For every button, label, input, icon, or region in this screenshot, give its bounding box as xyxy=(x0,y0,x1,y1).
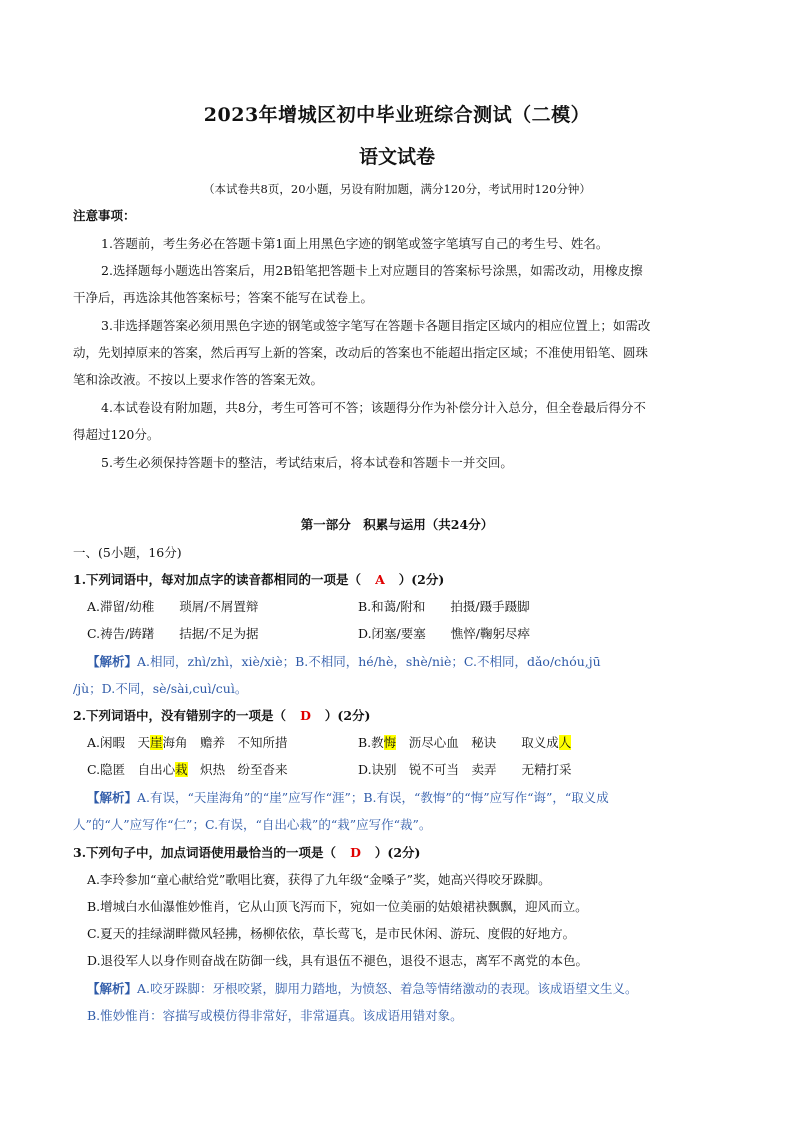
part-heading: 第一部分 积累与运用（共24分） xyxy=(300,517,494,532)
analysis-text: A.有误，“天崖海角”的“崖”应写作“涯”；B.有误，“教悔”的“悔”应写作“诲”，“取义成 xyxy=(137,790,609,805)
option-c: C.夏天的挂绿湖畔微风轻拂，杨柳依依，草长莺飞，是市民休闲、游玩、度假的好地方。 xyxy=(87,926,576,941)
option-text: 炽热 纷至沓来 xyxy=(187,762,288,777)
question-3-stem xyxy=(73,845,420,861)
notice-line: 1.答题前，考生务必在答题卡第1面上用黑色字迹的钢笔或签字笔填写自己的考生号、姓名。 xyxy=(101,236,609,251)
analysis-tag: 【解析】 xyxy=(87,981,138,996)
answer-letter: D xyxy=(350,845,361,860)
notice-line: 动，先划掉原来的答案，然后再写上新的答案，改动后的答案也不能超出指定区域；不准使用铅笔、圆珠 xyxy=(73,345,649,360)
option-text: C.隐匿 自出心 xyxy=(87,762,176,777)
option-text: 海角 赡养 不知所措 xyxy=(162,735,288,750)
analysis-text: A.相同，zhì/zhì，xiè/xiè；B.不相同，hé/hè，shè/niè；C.不相同，dǎo/chóu,jū xyxy=(137,654,601,669)
analysis-1-cont: /jù；D.不同，sè/sài,cuì/cuì。 xyxy=(73,681,248,696)
notice-line: 干净后，再选涂其他答案标号；答案不能写在试卷上。 xyxy=(73,290,374,305)
stem-text: 3.下列句子中，加点词语使用最恰当的一项是（ xyxy=(73,845,337,860)
option-a: A.滞留/幼稚 琐屑/不屑置辩 xyxy=(87,599,259,614)
notice-line: 3.非选择题答案必须用黑色字迹的钢笔或签字笔写在答题卡各题目指定区域内的相应位置上；如需改 xyxy=(101,318,651,333)
option-c: C.祷告/踌躇 拮据/不足为据 xyxy=(87,626,259,641)
analysis-tag: 【解析】 xyxy=(87,654,138,669)
notice-line: 2.选择题每小题选出答案后，用2B铅笔把答题卡上对应题目的答案标号涂黑，如需改动，用橡皮擦 xyxy=(101,263,643,278)
option-text: B.教 xyxy=(358,735,384,750)
stem-points: ）(2分) xyxy=(398,572,445,587)
question-1-stem xyxy=(73,572,444,588)
question-2-stem xyxy=(73,708,370,724)
notice-line: 5.考生必须保持答题卡的整洁，考试结束后，将本试卷和答题卡一并交回。 xyxy=(101,455,513,470)
analysis-2 xyxy=(87,790,609,806)
section-heading: 一、(5小题，16分) xyxy=(73,545,182,560)
analysis-2-cont: 人”的“人”应写作“仁”；C.有误，“自出心栽”的“栽”应写作“裁”。 xyxy=(73,817,432,832)
analysis-3 xyxy=(87,981,638,997)
option-text: 沥尽心血 秘诀 取义成 xyxy=(396,735,559,750)
analysis-3-cont: B.惟妙惟肖：容描写或模仿得非常好，非常逼真。该成语用错对象。 xyxy=(87,1008,463,1023)
exam-title: 2023年增城区初中毕业班综合测试（二模） xyxy=(203,104,591,126)
analysis-text: A.咬牙跺脚：牙根咬紧，脚用力踏地，为愤怒、着急等情绪激动的表现。该成语望文生义。 xyxy=(137,981,638,996)
notice-heading: 注意事项： xyxy=(73,208,136,223)
stem-points: ）(2分) xyxy=(324,708,371,723)
notice-line: 得超过120分。 xyxy=(73,427,160,442)
highlighted-char: 栽 xyxy=(175,762,188,777)
stem-text: 1.下列词语中，每对加点字的读音都相同的一项是（ xyxy=(73,572,362,587)
highlighted-char: 悔 xyxy=(383,735,397,750)
highlighted-char: 崖 xyxy=(150,735,163,750)
option-a xyxy=(87,735,288,751)
notice-line: 4.本试卷设有附加题，共8分，考生可答可不答；该题得分作为补偿分计入总分，但全卷最后得分不 xyxy=(101,400,646,415)
option-b xyxy=(358,735,571,751)
notice-line: 笔和涂改液。不按以上要求作答的答案无效。 xyxy=(73,372,324,387)
option-d: D.闭塞/要塞 憔悴/鞠躬尽瘁 xyxy=(358,626,530,641)
option-d: D.诀别 锐不可当 卖弄 无精打采 xyxy=(358,762,572,777)
exam-subject: 语文试卷 xyxy=(358,146,435,168)
option-text: A.闲暇 天 xyxy=(87,735,151,750)
answer-letter: D xyxy=(300,708,311,723)
exam-info: （本试卷共8页，20小题，另设有附加题，满分120分，考试用时120分钟） xyxy=(203,182,591,196)
option-b: B.增城白水仙瀑惟妙惟肖，它从山顶飞泻而下，宛如一位美丽的姑娘裙袂飘飘，迎风而立。 xyxy=(87,899,588,914)
option-c xyxy=(87,762,288,778)
answer-letter: A xyxy=(375,572,385,587)
stem-points: ）(2分) xyxy=(374,845,421,860)
highlighted-char: 人 xyxy=(558,735,572,750)
analysis-1 xyxy=(87,654,601,670)
option-d: D.退役军人以身作则奋战在防御一线，具有退伍不褪色，退役不退志，离军不离党的本色。 xyxy=(87,953,589,968)
stem-text: 2.下列词语中，没有错别字的一项是（ xyxy=(73,708,287,723)
option-b: B.和蔼/附和 拍摄/蹑手蹑脚 xyxy=(358,599,530,614)
option-a: A.李玲参加“童心献给党”歌唱比赛，获得了九年级“金嗓子”奖，她高兴得咬牙跺脚。 xyxy=(87,872,551,887)
analysis-tag: 【解析】 xyxy=(87,790,138,805)
